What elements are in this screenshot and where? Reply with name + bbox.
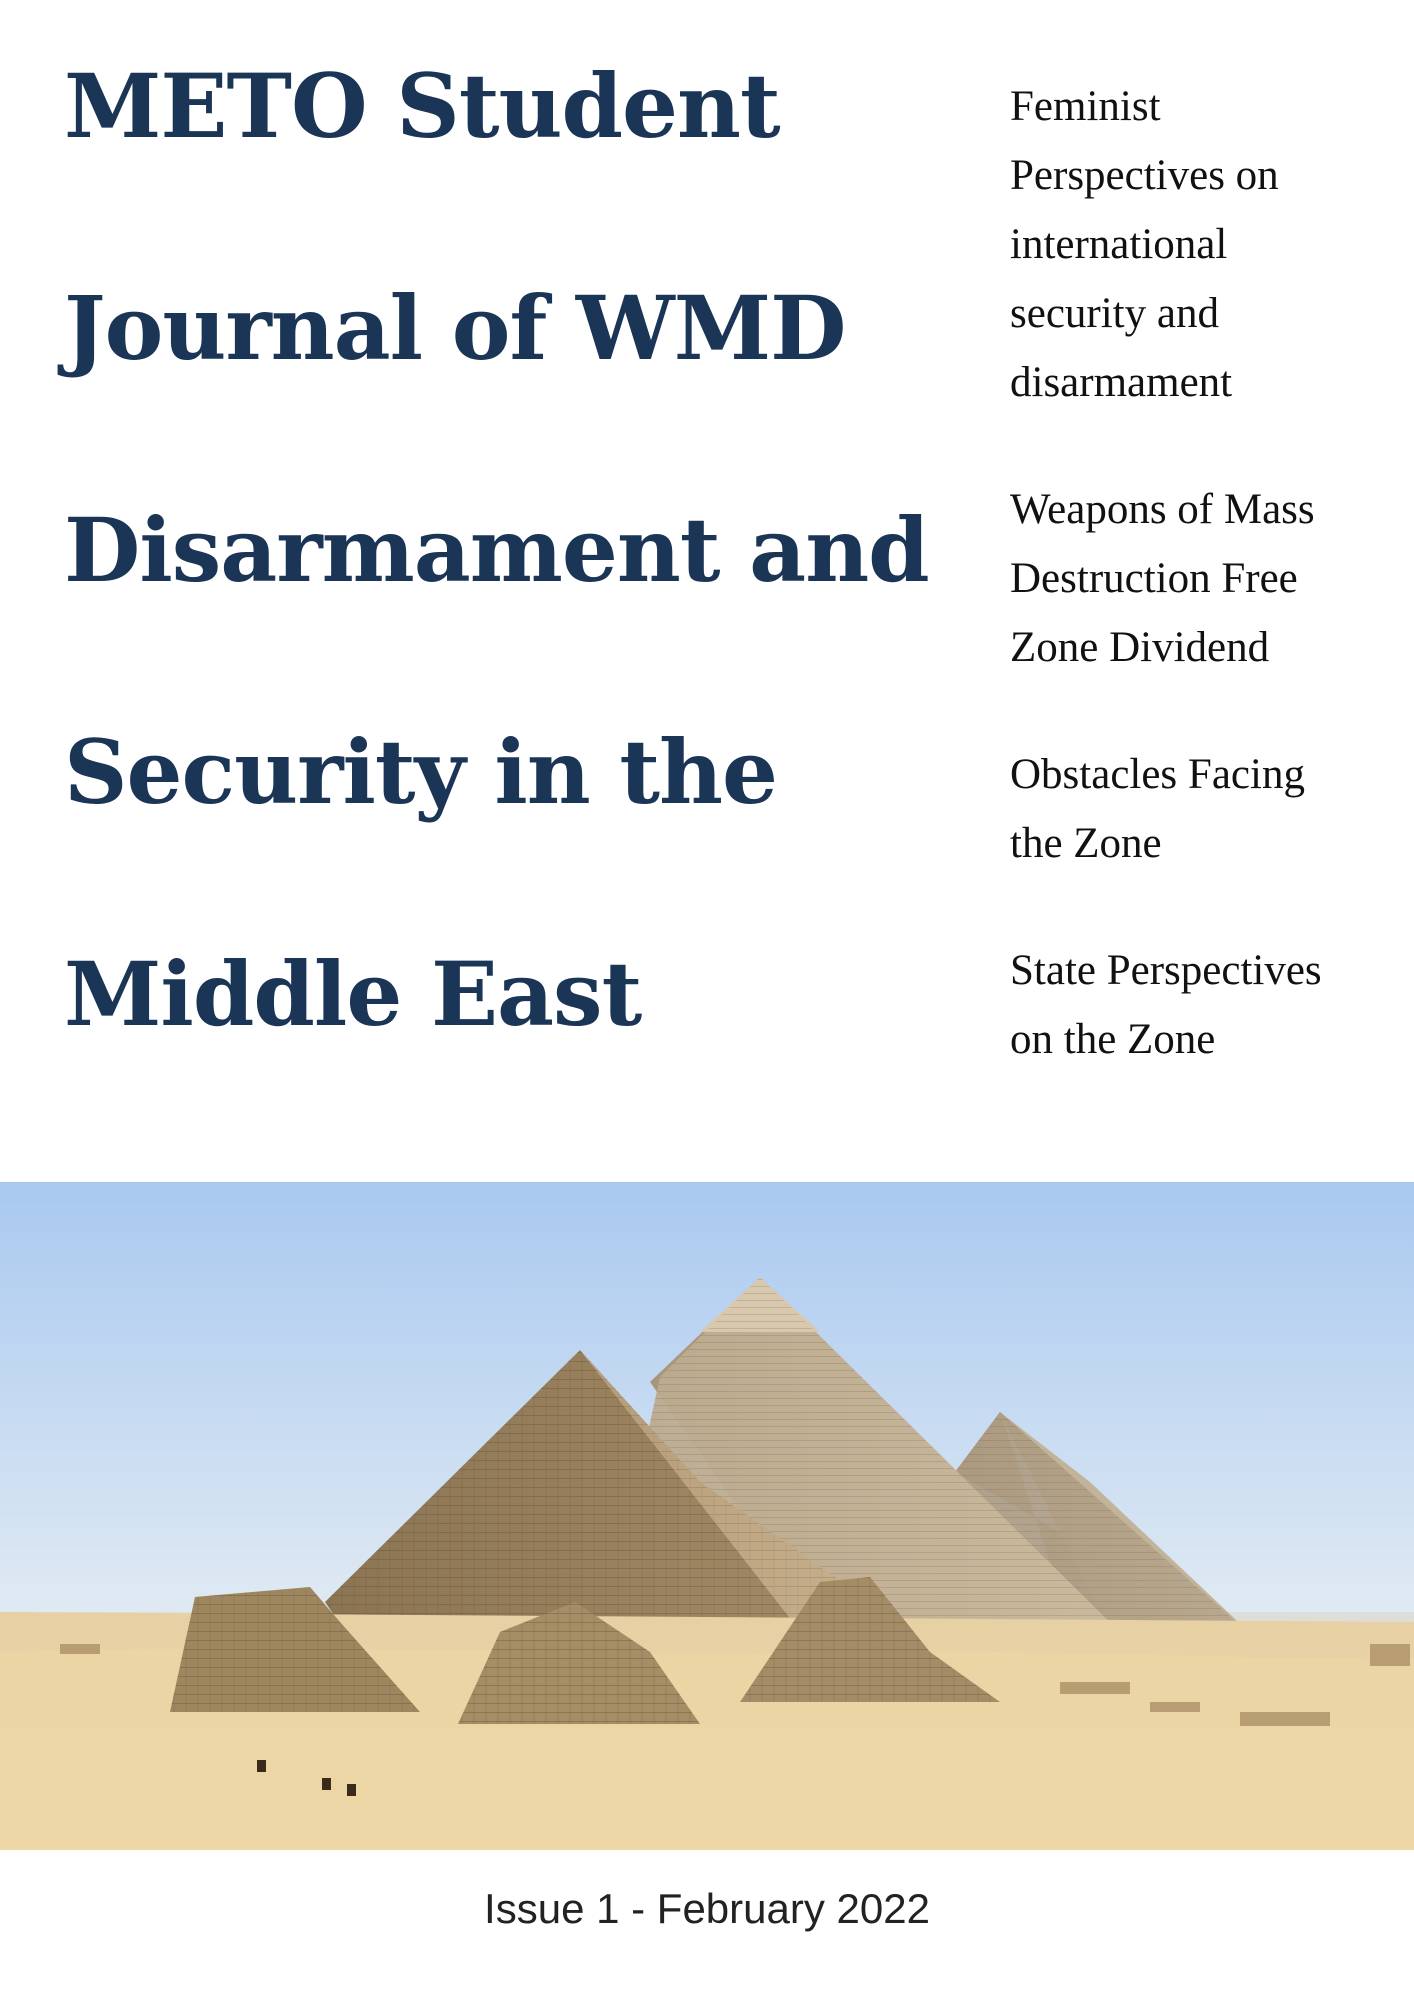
title-line-5: Middle East	[64, 942, 642, 1046]
topic-line: Perspectives on	[1010, 152, 1279, 199]
topic-obstacles-facing-zone	[1010, 740, 1400, 878]
topic-feminist-perspectives	[1010, 72, 1400, 417]
journal-title	[64, 54, 944, 1172]
topic-line: Zone Dividend	[1010, 624, 1270, 671]
topic-line: Obstacles Facing	[1010, 751, 1305, 798]
topic-line: State Perspectives	[1010, 947, 1322, 994]
topic-state-perspectives	[1010, 936, 1400, 1074]
topic-line: the Zone	[1010, 820, 1162, 867]
topic-wmd-free-zone-dividend	[1010, 475, 1400, 682]
topic-line: Feminist	[1010, 83, 1161, 130]
title-line-1: METO Student	[64, 54, 780, 158]
title-line-3: Disarmament and	[64, 498, 929, 602]
topic-line: Destruction Free	[1010, 555, 1298, 602]
topic-line: disarmament	[1010, 359, 1233, 406]
topic-spacer	[1010, 682, 1400, 740]
topic-line: security and	[1010, 290, 1219, 337]
topic-line: international	[1010, 221, 1228, 268]
topic-spacer	[1010, 417, 1400, 475]
topic-line: on the Zone	[1010, 1016, 1216, 1063]
pyramids-illustration	[0, 1182, 1414, 1850]
pyramids-photo	[0, 1182, 1414, 1850]
title-line-2: Journal of WMD	[64, 276, 846, 380]
title-line-4: Security in the	[64, 720, 777, 824]
topic-line: Weapons of Mass	[1010, 486, 1315, 533]
issue-label: Issue 1 - February 2022	[484, 1885, 930, 1932]
topics-list	[1010, 72, 1400, 1074]
topic-spacer	[1010, 878, 1400, 936]
